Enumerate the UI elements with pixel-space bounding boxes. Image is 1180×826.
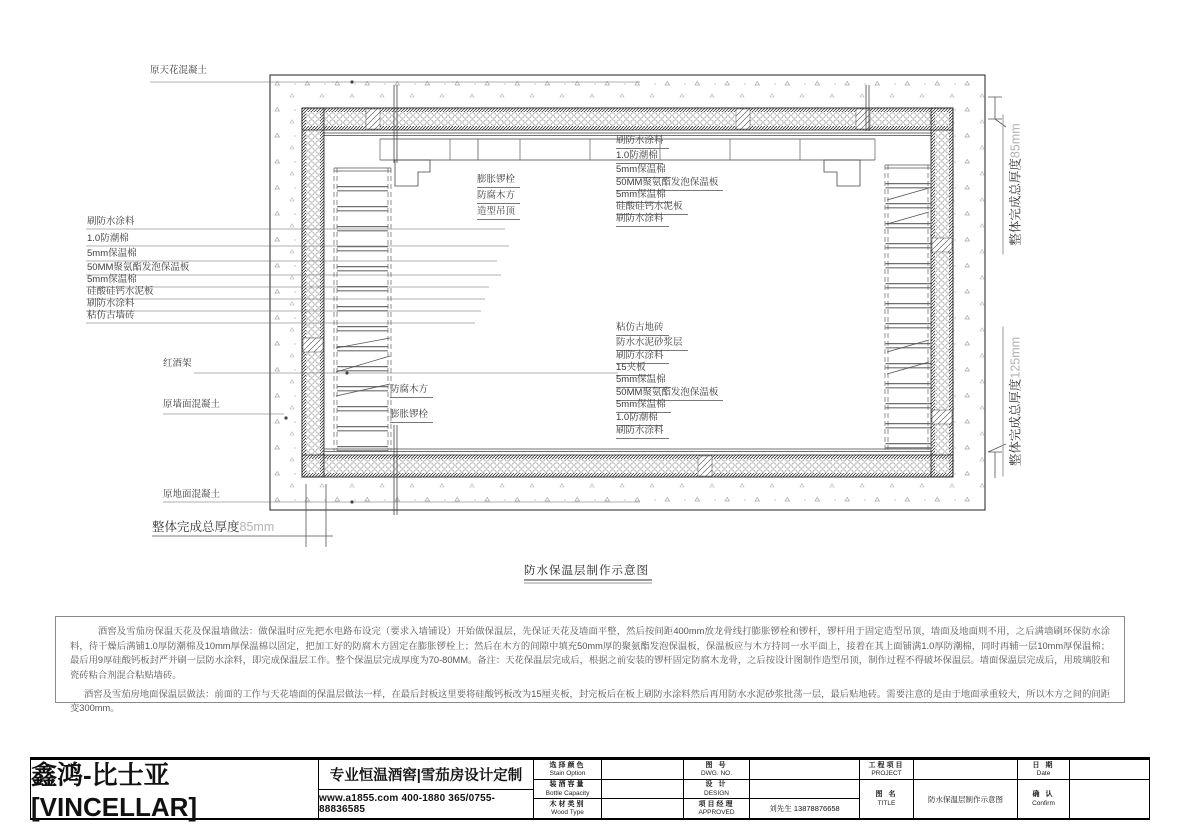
date-label-en: Date <box>1036 770 1051 778</box>
label-floor-layer: 防水水泥砂浆层 <box>616 338 688 351</box>
doc-values-column <box>750 760 860 818</box>
label-ceiling-layer: 刷防水涂料 <box>616 136 669 149</box>
dimension-prefix: 整体完成总厚度 <box>152 520 240 534</box>
spec-label-cn: 装酒容量 <box>549 781 586 789</box>
label-ceiling-layer: 硅酸硅钙水泥板 <box>616 202 688 215</box>
doc-label-cn: 项目经理 <box>698 800 735 808</box>
dimension-total-thickness-bottom <box>152 517 274 535</box>
doc-label-en: DWG. NO. <box>700 769 733 777</box>
label-floor-layer: 粘仿古地砖 <box>616 323 669 336</box>
project-title-labels-column <box>860 760 914 818</box>
title-block <box>30 757 1150 820</box>
label-ceiling-layer: 5mm保温棉 <box>616 165 671 178</box>
label-ceiling-layer: 50MM聚氨酯发泡保温板 <box>616 178 723 191</box>
label-floor-layer: 5mm保温棉 <box>616 375 671 388</box>
label-wall-layer: 硅酸硅钙水泥板 <box>87 286 154 297</box>
dimension-total-thickness-right-bottom <box>1003 327 1024 477</box>
spec-label-en: Stain Option <box>549 769 586 777</box>
date-label-cn: 日 期 <box>1032 761 1055 769</box>
label-wine-rack: 红酒架 <box>163 358 192 369</box>
project-title-values-column <box>914 760 1018 818</box>
label-wall-layer: 1.0防潮棉 <box>87 233 129 244</box>
spec-label-en: Wood Type <box>551 809 584 817</box>
doc-label-en: APPROVED <box>698 809 735 817</box>
date-confirm-labels-column <box>1018 760 1070 818</box>
label-ceiling-bolt: 膨胀锣栓 <box>477 175 520 188</box>
brand-website: www.a1855.com 400-1880 365/0755-88836585 <box>319 792 496 815</box>
doc-label-en: DESIGN <box>704 789 729 797</box>
label-wall-layer: 50MM聚氨酯发泡保温板 <box>87 262 190 273</box>
label-wall-layer: 刷防水涂料 <box>87 298 135 309</box>
label-wall-layer: 5mm保温棉 <box>87 248 137 259</box>
dimension-value: 85mm <box>1008 123 1023 159</box>
project-label-cn: 工程项目 <box>868 761 905 769</box>
spec-label-en: Bottle Capacity <box>545 789 590 797</box>
title-value: 防水保温层制作示意图 <box>928 794 1003 804</box>
label-wall-layer: 5mm保温棉 <box>87 274 137 285</box>
caption-underline <box>524 580 652 583</box>
doc-label-cn: 图 号 <box>705 761 728 769</box>
project-label-en: PROJECT <box>871 770 902 778</box>
note-paragraph-floor: 酒窖及雪茄房地面保温层做法：前面的工作与天花墙面的保温层做法一样，在最后封板这里要将硅酸钙板改为15厘夹板，封完板后在板上刷防水涂料然后再用防水水泥砂浆批荡一层，最后贴地砖。需要注意的是由于地面承重较大，所以木方之间的间距变300mm。 <box>70 688 1110 714</box>
confirm-label-en: Confirm <box>1032 799 1055 807</box>
spec-label-cn: 选择颜色 <box>549 761 586 769</box>
label-floor-bolt: 膨胀锣栓 <box>390 410 433 423</box>
leader-lines <box>86 82 640 502</box>
label-floor-layer: 50MM聚氨酯发泡保温板 <box>616 388 723 401</box>
note-paragraph-ceiling-wall: 酒窖及雪茄房保温天花及保温墙做法：做保温时应先把水电路布设完（要求入墙铺设）开始做保温层，先保证天花及墙面平整，然后按间距400mm放龙骨线打膨胀锣栓和锣杆，锣杆用于固定造型吊顶，墙面及地面则不用，之后满墙刷环保防水涂料，待干燥后满铺1.0厚防潮棉及10mm厚保温棉以固定，把加工好的防腐木方固定在膨胀锣栓上；然后在木方的间隙中填充50mm厚的聚氨酯发泡保温板，保温板应与木方持同一水平面上，接着在其上面铺满1.0厚防潮棉，同时再辅一层10mm厚保温棉；最后用9厚硅酸钙板封严并刷一层防水涂料，即完成保温层工作。整个保温层完成厚度为70-80MM。备注：天花保温层完成后，根据之前安装的锣杆固定防腐木龙骨，之后按设计图制作造型吊顶，制作过程不得破坏保温层。墙面保温层完成后，用玻璃胶和瓷砖粘合剂混合粘贴墙砖。 <box>70 626 1110 681</box>
label-floor-layer: 5mm保温棉 <box>616 400 671 413</box>
label-shaped-ceiling: 造型吊顶 <box>477 207 520 220</box>
confirm-label-cn: 确 认 <box>1032 791 1055 799</box>
brand-name: 鑫鸿-比士亚[VINCELLAR] <box>31 760 198 822</box>
brand-cell <box>31 760 319 822</box>
label-wall-concrete: 原墙面混凝土 <box>163 399 221 410</box>
wine-rack-right <box>885 165 931 452</box>
tagline-cell <box>319 760 534 818</box>
title-label-cn: 图 名 <box>875 791 898 799</box>
figure-caption: 防水保温层制作示意图 <box>524 565 649 577</box>
title-label-en: TITLE <box>877 799 896 807</box>
label-ceiling-layer: 5mm保温棉 <box>616 190 671 203</box>
dimension-total-thickness-right-top <box>1003 115 1024 255</box>
label-floor-concrete: 原地面混凝土 <box>163 489 221 500</box>
label-floor-layer: 刷防水涂料 <box>616 426 669 439</box>
label-floor-layer: 1.0防潮棉 <box>616 413 663 426</box>
label-wall-layer: 刷防水涂料 <box>87 216 135 227</box>
label-floor-layer: 15夹板 <box>616 363 651 376</box>
dimension-prefix: 整体完成总厚度 <box>1008 158 1023 246</box>
label-floor-layer: 刷防水涂料 <box>616 351 669 364</box>
label-wall-layer: 粘仿古墙砖 <box>87 310 135 321</box>
spec-label-cn: 木材类别 <box>549 800 586 808</box>
construction-notes-box <box>55 616 1125 714</box>
label-ceiling-timber: 防腐木方 <box>477 191 520 204</box>
doc-labels-column <box>684 760 750 818</box>
label-ceiling-layer: 1.0防潮棉 <box>616 151 663 164</box>
spec-labels-column <box>534 760 602 818</box>
wine-rack-left <box>334 168 391 452</box>
doc-label-cn: 设 计 <box>705 781 728 789</box>
spec-values-column <box>602 760 684 818</box>
dimension-value: 125mm <box>1008 336 1023 379</box>
label-floor-timber: 防腐木方 <box>390 385 433 398</box>
dimension-value: 85mm <box>239 520 275 534</box>
approved-value: 刘先生 13878876658 <box>769 804 840 814</box>
label-ceiling-layer: 刷防水涂料 <box>616 214 669 227</box>
date-confirm-values-column <box>1070 760 1149 818</box>
dimension-prefix: 整体完成总厚度 <box>1008 378 1023 467</box>
label-ceiling-concrete: 原天花混凝土 <box>150 65 208 76</box>
brand-tagline: 专业恒温酒窖|雪茄房设计定制 <box>329 767 523 784</box>
